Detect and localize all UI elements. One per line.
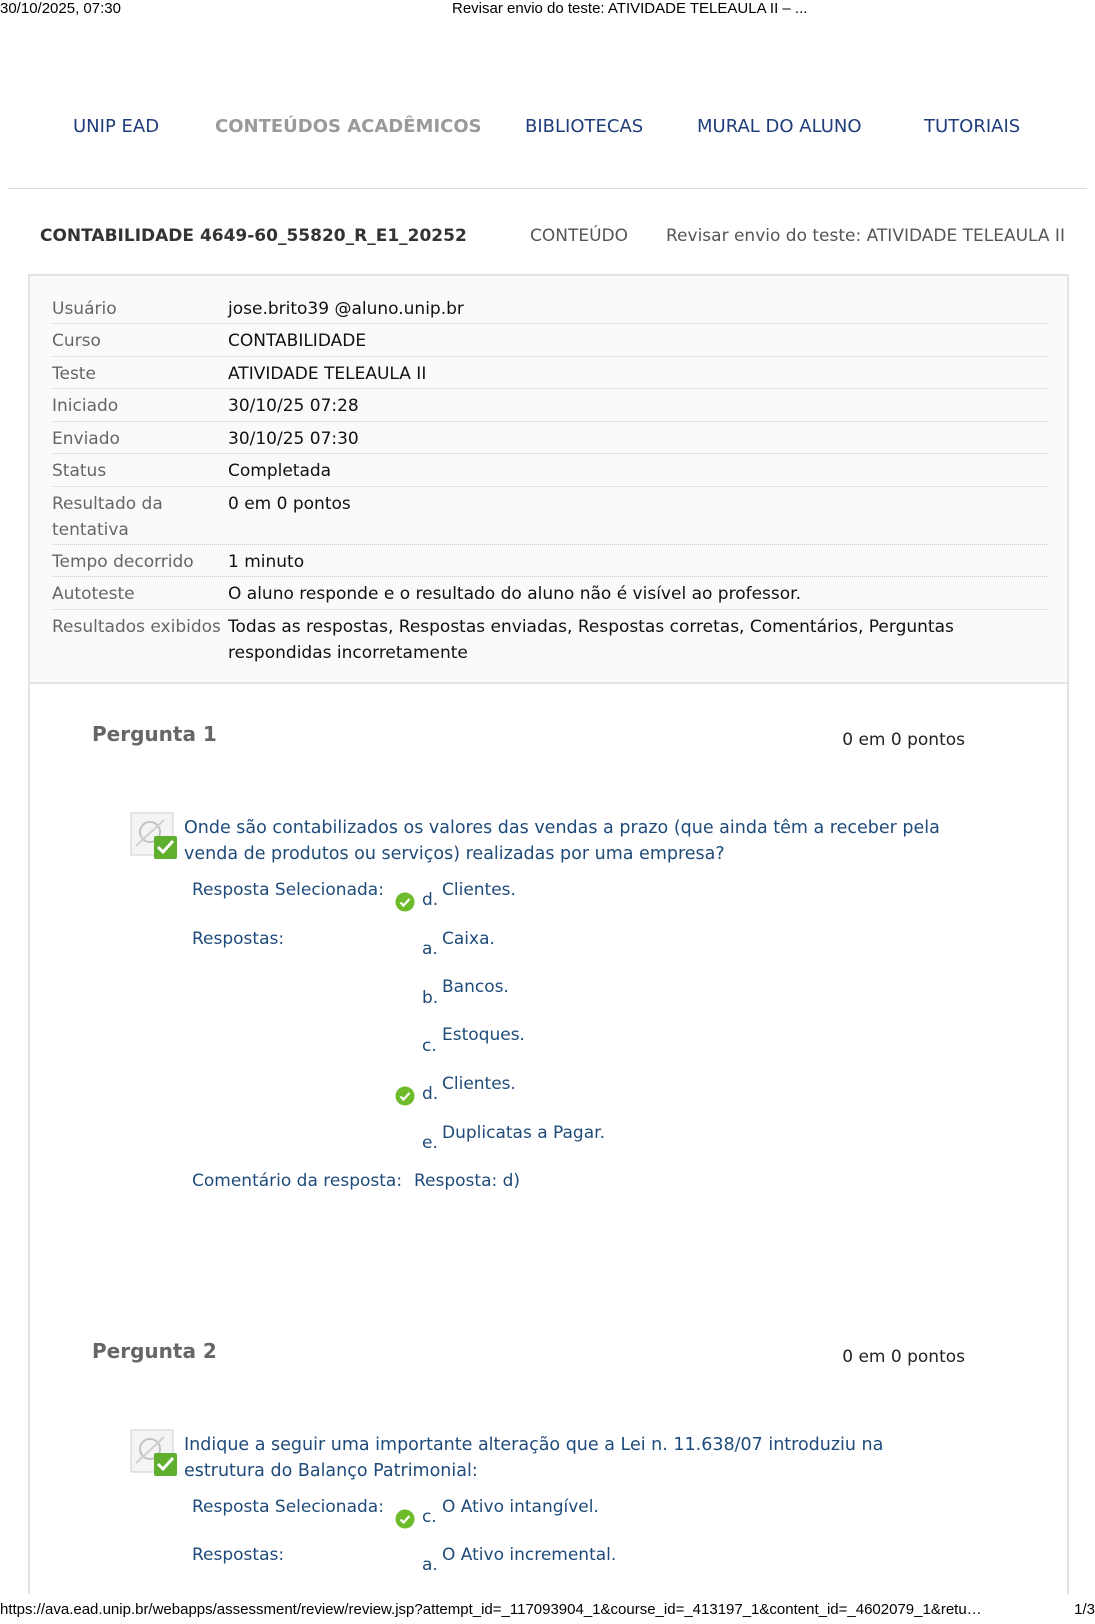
question-points: 0 em 0 pontos: [842, 1347, 965, 1367]
info-row-teste: [52, 357, 1047, 389]
nav-tutoriais[interactable]: TUTORIAIS: [924, 116, 1021, 137]
print-date: 30/10/2025, 07:30: [0, 0, 121, 17]
question-title: Pergunta 2: [92, 1339, 217, 1363]
nav-bibliotecas[interactable]: BIBLIOTECAS: [525, 116, 644, 137]
option-text: Caixa.: [442, 929, 495, 949]
info-value: Completada: [228, 461, 332, 481]
info-label: Iniciado: [52, 396, 119, 416]
info-label: Tempo decorrido: [52, 552, 194, 572]
option-text: Estoques.: [442, 1025, 525, 1045]
info-label: Autoteste: [52, 584, 135, 604]
info-row-usuario: [52, 292, 1047, 324]
header-divider: [8, 188, 1087, 189]
info-value: 30/10/25 07:28: [228, 396, 359, 416]
selected-text: O Ativo intangível.: [442, 1497, 599, 1517]
info-row-autoteste: [52, 577, 1047, 610]
answers-label: Respostas:: [192, 1545, 285, 1565]
info-label: Teste: [52, 364, 96, 384]
option-text: Bancos.: [442, 977, 509, 997]
info-label: Curso: [52, 331, 101, 351]
answers-label: Respostas:: [192, 929, 285, 949]
correct-answer-icon: [130, 812, 178, 860]
option-letter: a.: [422, 1555, 438, 1575]
attempt-info-panel: [28, 274, 1069, 684]
info-row-resultado: [52, 487, 1047, 545]
breadcrumb-course[interactable]: CONTABILIDADE 4649-60_55820_R_E1_20252: [40, 226, 467, 246]
info-label: Status: [52, 461, 107, 481]
print-url: https://ava.ead.unip.br/webapps/assessment/review/review.jsp?attempt_id=_117093904_1&course_id=_413197_1&content_id=_4602079_1&retu…: [0, 1601, 982, 1618]
print-page-number: 1/3: [1074, 1601, 1095, 1618]
info-row-status: [52, 454, 1047, 487]
breadcrumb-content[interactable]: CONTEÚDO: [530, 226, 629, 246]
info-label: Resultado da tentativa: [52, 494, 163, 540]
info-row-resultados-exibidos: [52, 610, 1047, 670]
option-letter: b.: [422, 988, 439, 1008]
info-value: ATIVIDADE TELEAULA II: [228, 364, 427, 384]
nav-unip-ead[interactable]: UNIP EAD: [73, 116, 160, 137]
info-value: 30/10/25 07:30: [228, 429, 359, 449]
comment-text: Resposta: d): [414, 1171, 521, 1191]
question-text: Onde são contabilizados os valores das vendas a prazo (que ainda têm a receber pela venda de produtos ou serviços) realizadas por uma empresa?: [184, 818, 940, 864]
breadcrumb-current: Revisar envio do teste: ATIVIDADE TELEAULA II: [666, 226, 1065, 246]
info-label: Resultados exibidos: [52, 617, 221, 637]
check-icon: [395, 1086, 415, 1106]
comment-label: Comentário da resposta:: [192, 1171, 403, 1191]
nav-conteudos-academicos[interactable]: CONTEÚDOS ACADÊMICOS: [215, 116, 482, 137]
info-value: 0 em 0 pontos: [228, 494, 351, 514]
option-letter: a.: [422, 939, 438, 959]
info-value: jose.brito39 @aluno.unip.br: [228, 299, 464, 319]
info-value: O aluno responde e o resultado do aluno não é visível ao professor.: [228, 584, 801, 604]
option-letter: c.: [422, 1036, 437, 1056]
correct-answer-icon: [130, 1429, 178, 1477]
info-row-curso: [52, 324, 1047, 357]
info-value: 1 minuto: [228, 552, 305, 572]
option-text: Duplicatas a Pagar.: [442, 1123, 605, 1143]
selected-answer-label: Resposta Selecionada:: [192, 1497, 384, 1517]
question-title: Pergunta 1: [92, 722, 217, 746]
selected-letter: c.: [422, 1507, 437, 1527]
selected-letter: d.: [422, 890, 439, 910]
info-label: Enviado: [52, 429, 120, 449]
selected-text: Clientes.: [442, 880, 516, 900]
info-row-iniciado: [52, 389, 1047, 422]
info-row-tempo: [52, 545, 1047, 577]
option-text: O Ativo incremental.: [442, 1545, 617, 1565]
info-label: Usuário: [52, 299, 117, 319]
check-icon: [395, 892, 415, 912]
question-text: Indique a seguir uma importante alteração que a Lei n. 11.638/07 introduziu na estrutura do Balanço Patrimonial:: [184, 1435, 884, 1481]
option-letter: e.: [422, 1133, 438, 1153]
question-points: 0 em 0 pontos: [842, 730, 965, 750]
selected-answer-label: Resposta Selecionada:: [192, 880, 384, 900]
option-text: Clientes.: [442, 1074, 516, 1094]
info-row-enviado: [52, 422, 1047, 454]
print-title: Revisar envio do teste: ATIVIDADE TELEAULA II – ...: [452, 0, 808, 17]
option-letter: d.: [422, 1084, 439, 1104]
check-icon: [395, 1509, 415, 1529]
info-value: CONTABILIDADE: [228, 331, 367, 351]
nav-mural-do-aluno[interactable]: MURAL DO ALUNO: [697, 116, 862, 137]
info-value: Todas as respostas, Respostas enviadas, Respostas corretas, Comentários, Perguntas respondidas incorretamente: [228, 617, 954, 663]
